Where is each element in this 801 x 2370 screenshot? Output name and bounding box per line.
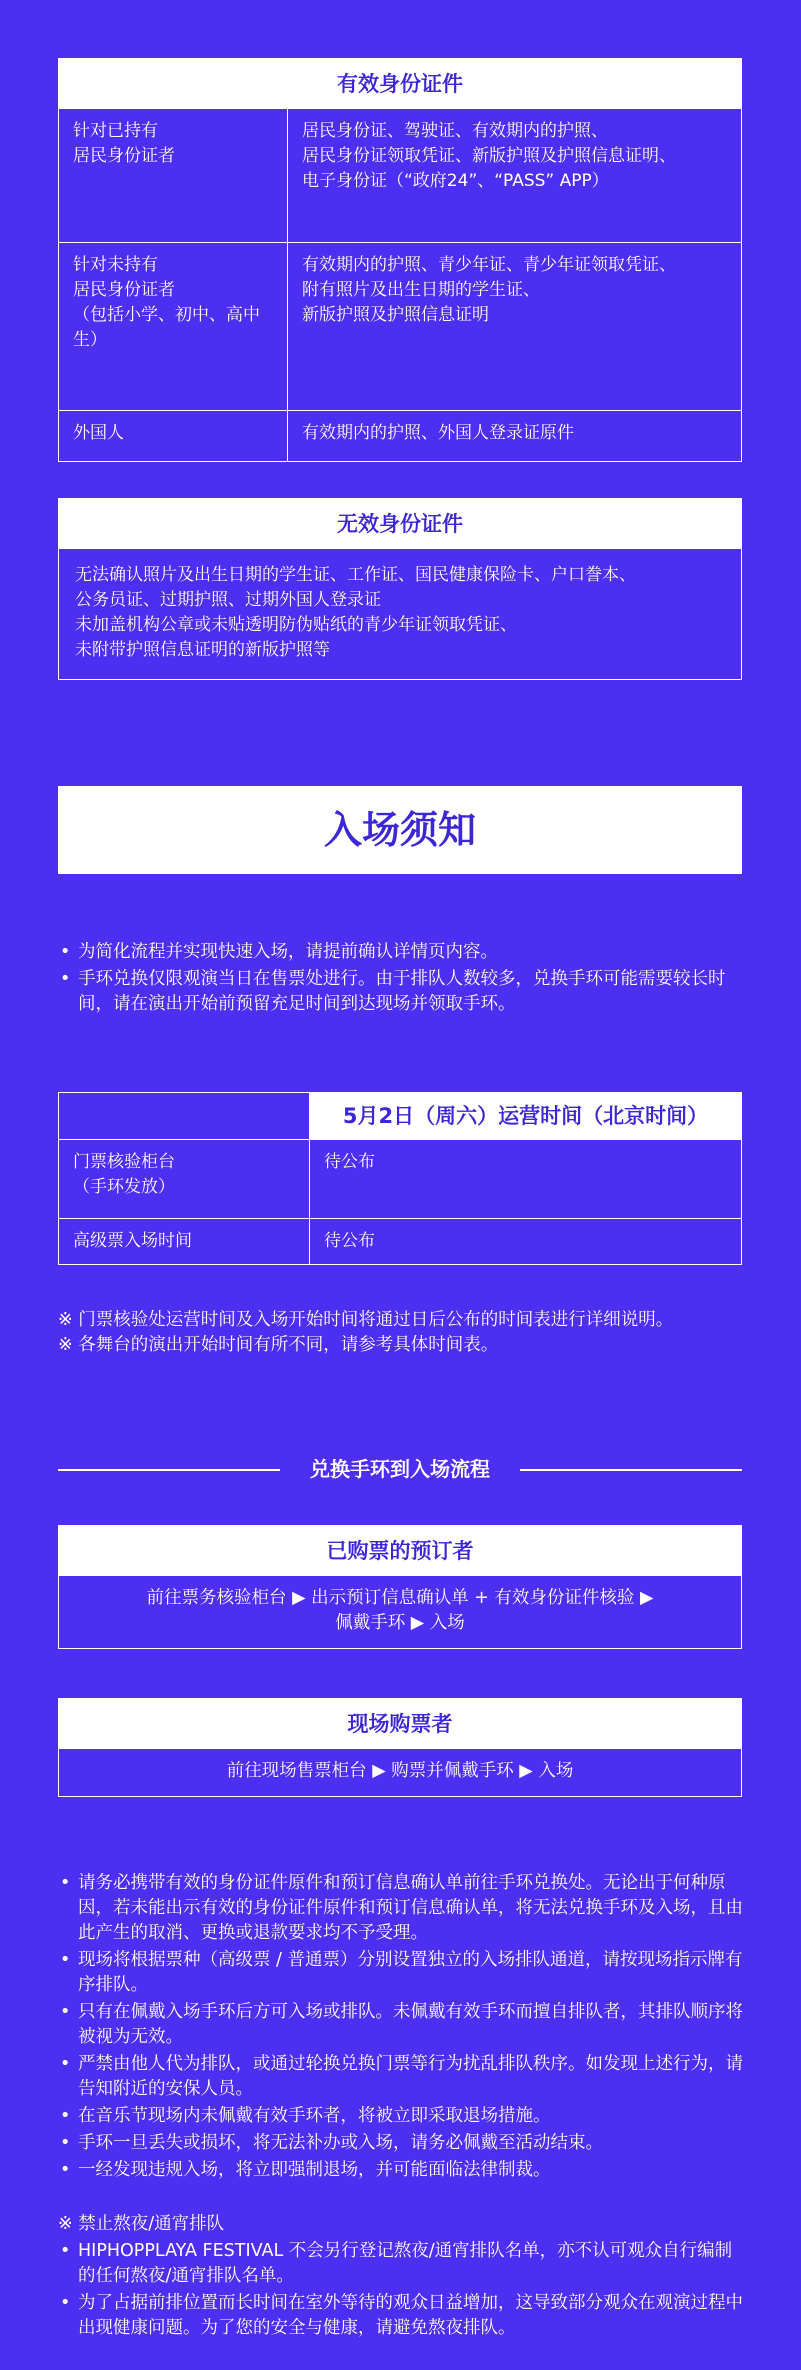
flow-divider-right bbox=[520, 1469, 742, 1471]
schedule-panel bbox=[58, 1092, 742, 1265]
valid-id-who: 针对未持有 居民身份证者 （包括小学、初中、高中生） bbox=[59, 243, 288, 411]
schedule-value: 待公布 bbox=[310, 1219, 742, 1265]
valid-id-docs: 有效期内的护照、青少年证、青少年证领取凭证、 附有照片及出生日期的学生证、 新版护照及护照信息证明 bbox=[288, 243, 742, 411]
schedule-header: 5月2日（周六）运营时间（北京时间） bbox=[310, 1093, 742, 1140]
onsite-flow-title: 现场购票者 bbox=[59, 1699, 741, 1749]
list-item: • 一经发现违规入场，将立即强制退场，并可能面临法律制裁。 bbox=[58, 2158, 748, 2183]
invalid-id-body: 无法确认照片及出生日期的学生证、工作证、国民健康保险卡、户口誊本、 公务员证、过期护照、过期外国人登录证 未加盖机构公章或未贴透明防伪贴纸的青少年证领取凭证、 未附带护照信息证明的新版护照等 bbox=[75, 565, 636, 660]
note: ※ 门票核验处运营时间及入场开始时间将通过日后公布的时间表进行详细说明。 bbox=[58, 1310, 674, 1330]
list-item: • 手环兑换仅限观演当日在售票处进行。由于排队人数较多，兑换手环可能需要较长时间，请在演出开始前预留充足时间到达现场并领取手环。 bbox=[58, 967, 748, 1017]
flow-divider-left bbox=[58, 1469, 280, 1471]
list-item: • 严禁由他人代为排队，或通过轮换兑换门票等行为扰乱排队秩序。如发现上述行为，请告知附近的安保人员。 bbox=[58, 2052, 748, 2102]
flow-title: 兑换手环到入场流程 bbox=[310, 1457, 490, 1481]
overnight-section bbox=[58, 2212, 748, 2343]
rules-list bbox=[58, 1871, 748, 2185]
schedule-notes bbox=[58, 1308, 758, 1358]
schedule-label: 高级票入场时间 bbox=[59, 1219, 310, 1265]
entry-notice-title: 入场须知 bbox=[58, 786, 742, 874]
schedule-table bbox=[59, 1093, 741, 1264]
booked-flow-panel bbox=[58, 1525, 742, 1649]
list-item: • HIPHOPPLAYA FESTIVAL 不会另行登记熬夜/通宵排队名单，亦不认可观众自行编制的任何熬夜/通宵排队名单。 bbox=[58, 2239, 748, 2289]
onsite-flow-steps: 前往现场售票柜台 ▶ 购票并佩戴手环 ▶ 入场 bbox=[226, 1761, 574, 1781]
table-row bbox=[59, 1140, 741, 1219]
list-item: • 请务必携带有效的身份证件原件和预订信息确认单前往手环兑换处。无论出于何种原因，若未能出示有效的身份证件原件和预订信息确认单，将无法兑换手环及入场，且由此产生的取消、更换或退款要求均不予受理。 bbox=[58, 1871, 748, 1946]
overnight-title: ※ 禁止熬夜/通宵排队 bbox=[58, 2214, 225, 2234]
table-row bbox=[59, 243, 741, 411]
invalid-id-title: 无效身份证件 bbox=[59, 499, 741, 549]
entry-notice-list bbox=[58, 940, 748, 1019]
list-item: • 手环一旦丢失或损坏，将无法补办或入场，请务必佩戴至活动结束。 bbox=[58, 2131, 748, 2156]
valid-id-docs: 有效期内的护照、外国人登录证原件 bbox=[288, 411, 742, 462]
table-row bbox=[59, 411, 741, 462]
table-row bbox=[59, 109, 741, 243]
list-item: • 在音乐节现场内未佩戴有效手环者，将被立即采取退场措施。 bbox=[58, 2104, 748, 2129]
invalid-id-panel bbox=[58, 498, 742, 680]
booked-flow-steps: 前往票务核验柜台 ▶ 出示预订信息确认单 + 有效身份证件核验 ▶ 佩戴手环 ▶ 入场 bbox=[146, 1588, 654, 1633]
valid-id-docs: 居民身份证、驾驶证、有效期内的护照、 居民身份证领取凭证、新版护照及护照信息证明、 电子身份证（“政府24”、“PASS” APP） bbox=[288, 109, 742, 243]
valid-id-who: 外国人 bbox=[59, 411, 288, 462]
table-row bbox=[59, 1219, 741, 1265]
valid-id-title: 有效身份证件 bbox=[59, 59, 741, 109]
onsite-flow-panel bbox=[58, 1698, 742, 1797]
list-item: • 只有在佩戴入场手环后方可入场或排队。未佩戴有效手环而擅自排队者，其排队顺序将被视为无效。 bbox=[58, 2000, 748, 2050]
note: ※ 各舞台的演出开始时间有所不同，请参考具体时间表。 bbox=[58, 1335, 499, 1355]
valid-id-table bbox=[59, 109, 741, 461]
list-item: • 现场将根据票种（高级票 / 普通票）分别设置独立的入场排队通道，请按现场指示牌有序排队。 bbox=[58, 1948, 748, 1998]
valid-id-panel bbox=[58, 58, 742, 462]
schedule-label: 门票核验柜台 （手环发放） bbox=[59, 1140, 310, 1219]
booked-flow-title: 已购票的预订者 bbox=[59, 1526, 741, 1576]
schedule-header-blank bbox=[59, 1093, 310, 1140]
table-row bbox=[59, 1093, 741, 1140]
valid-id-who: 针对已持有 居民身份证者 bbox=[59, 109, 288, 243]
list-item: • 为简化流程并实现快速入场，请提前确认详情页内容。 bbox=[58, 940, 748, 965]
list-item: • 为了占据前排位置而长时间在室外等待的观众日益增加，这导致部分观众在观演过程中出现健康问题。为了您的安全与健康，请避免熬夜排队。 bbox=[58, 2291, 748, 2341]
schedule-value: 待公布 bbox=[310, 1140, 742, 1219]
